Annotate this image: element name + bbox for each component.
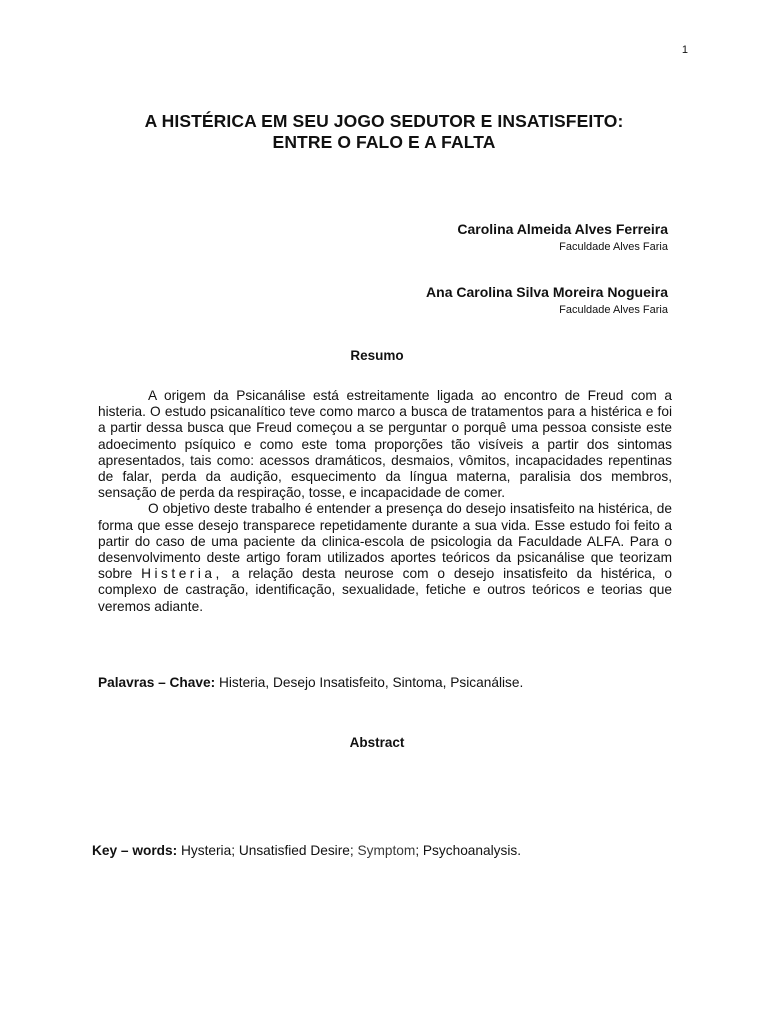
paper-title (0, 111, 768, 153)
author-affiliation: Faculdade Alves Faria (559, 241, 668, 253)
paragraph-text: O objetivo deste trabalho é entender a presença do desejo insatisfeito na histérica, de forma que esse desejo transparece repetidamente durante a sua vida. Esse estudo foi feito a partir do caso de uma paciente da clinica-escola de psicologia da Faculdade ALFA. Para o desenvolvimento deste artigo foram utilizados aportes teóricos da psicanálise que teorizam sobre (98, 501, 672, 582)
author-block-1 (457, 221, 668, 254)
key-words-text-3: ; Psychoanalysis. (415, 843, 522, 858)
page-number: 1 (681, 44, 688, 56)
resumo-paragraph-2 (98, 501, 672, 614)
spaced-term: Histeria, (141, 566, 223, 582)
author-name: Carolina Almeida Alves Ferreira (457, 221, 668, 237)
author-affiliation: Faculdade Alves Faria (559, 304, 668, 316)
resumo-heading: Resumo (350, 348, 404, 363)
key-words-label: Key – words: (92, 843, 178, 858)
key-words-text-1: Hysteria; Unsatisfied Desire; (181, 843, 354, 858)
resumo-body (98, 388, 672, 615)
title-line-2: ENTRE O FALO E A FALTA (272, 132, 496, 152)
key-words (92, 842, 521, 859)
palavras-chave (98, 674, 523, 691)
author-block-2 (426, 284, 668, 317)
abstract-heading: Abstract (349, 735, 405, 750)
author-name: Ana Carolina Silva Moreira Nogueira (426, 284, 668, 300)
title-line-1: A HISTÉRICA EM SEU JOGO SEDUTOR E INSATISFEITO: (144, 111, 624, 131)
resumo-paragraph-1: A origem da Psicanálise está estreitamente ligada ao encontro de Freud com a histeria. O estudo psicanalítico teve como marco a busca de tratamentos para a histérica e foi a partir dessa busca que Freud começou a se perguntar o porquê uma pessoa consiste este adoecimento psíquico e como este toma proporções tão visíveis a partir dos sintomas apresentados, tais como: acessos dramáticos, desmaios, vômitos, incapacidades repentinas de falar, perda da audição, esquecimento da língua materna, paralisia dos membros, sensação de perda da respiração, tosse, e incapacidade de comer. (98, 388, 672, 501)
key-words-text-2: Symptom (357, 843, 416, 858)
paragraph-text: a relação desta neurose com o desejo insatisfeito da histérica, o complexo de castração, identificação, sexualidade, fetiche e outros teóricos e teorias que veremos adiante. (98, 566, 672, 614)
palavras-chave-text: Histeria, Desejo Insatisfeito, Sintoma, Psicanálise. (219, 675, 524, 690)
palavras-chave-label: Palavras – Chave: (98, 675, 216, 690)
